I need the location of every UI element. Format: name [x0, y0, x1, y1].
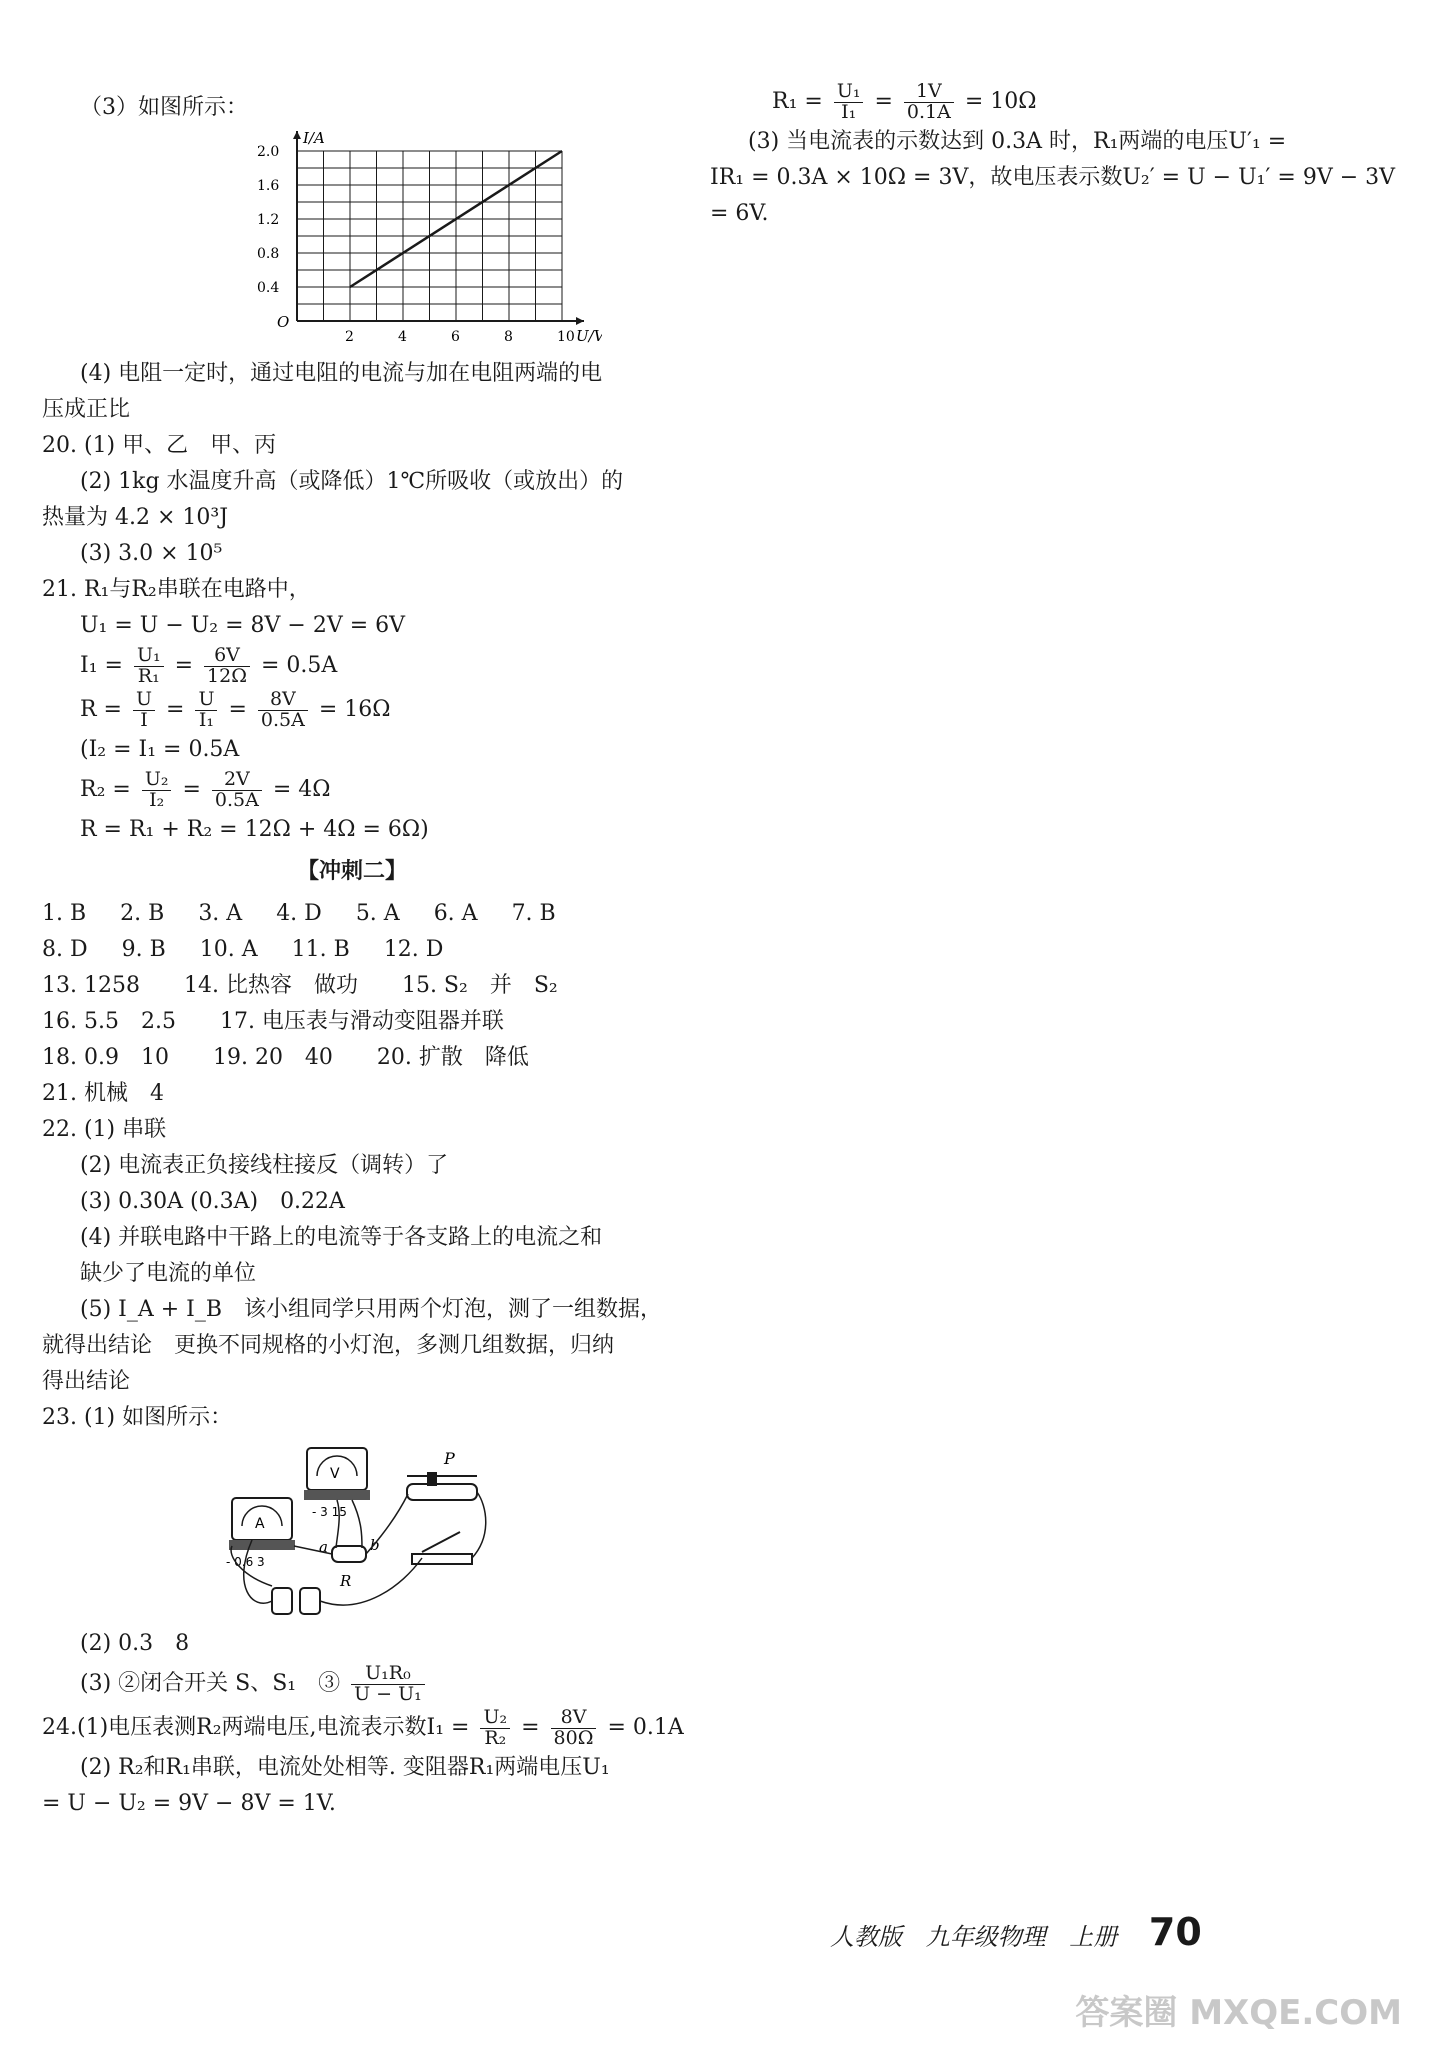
x-axis-label: U/V — [576, 327, 602, 345]
rheostat-body — [407, 1484, 477, 1500]
numerator: 2V — [212, 770, 262, 791]
x-tick-label: 10 — [557, 329, 575, 345]
q20-1: 20. (1) 甲、乙 甲、丙 — [42, 433, 277, 458]
y-axis-arrow — [293, 131, 301, 139]
denominator: I₁ — [841, 100, 857, 123]
denominator: 0.1A — [906, 100, 951, 123]
resistor-body — [332, 1546, 366, 1562]
node-label-a: a — [319, 1538, 328, 1556]
eq-right: = 4Ω — [272, 777, 331, 802]
q21-i2: (I₂ = I₁ = 0.5A — [80, 737, 240, 762]
denominator: 80Ω — [553, 1726, 594, 1749]
denominator: 0.5A — [214, 788, 259, 811]
voltmeter-base — [304, 1490, 370, 1500]
eq-left: R = — [80, 697, 122, 722]
x-tick-label: 8 — [504, 329, 513, 345]
y-tick-label: 2.0 — [257, 144, 280, 160]
numerator: U — [195, 690, 217, 711]
q19-4-line2: 压成正比 — [42, 397, 131, 422]
x-tick-label: 2 — [345, 329, 354, 345]
fraction — [142, 767, 172, 811]
footer-edition: 人教版 — [830, 1923, 902, 1951]
y-tick-label: 1.2 — [257, 212, 280, 228]
fraction — [480, 1705, 510, 1749]
fill-13-15: 13. 1258 14. 比热容 做功 15. S₂ 并 S₂ — [42, 973, 558, 998]
mc-answer: 1. B — [42, 901, 87, 926]
x-tick-label: 4 — [398, 329, 407, 345]
q24-2-line1: (2) R₂和R₁串联，电流处处相等. 变阻器R₁两端电压U₁ — [80, 1755, 610, 1780]
ammeter-terminals: - 0.6 3 — [226, 1555, 265, 1569]
denominator: R₂ — [484, 1726, 507, 1749]
q20-3: (3) 3.0 × 10⁵ — [80, 541, 223, 566]
eq-left: R₂ = — [80, 777, 131, 802]
equals-sign: = — [166, 697, 185, 722]
q3-line1: (3) 当电流表的示数达到 0.3A 时，R₁两端的电压U′₁ = — [748, 129, 1287, 154]
mc-answer: 4. D — [276, 901, 322, 926]
rheostat-slider — [427, 1472, 437, 1486]
x-axis-arrow — [576, 317, 584, 325]
q21-r-equation — [42, 688, 662, 732]
fraction — [834, 79, 864, 123]
footer-grade: 九年级物理 — [925, 1923, 1046, 1951]
q20-2-line2: 热量为 4.2 × 10³J — [42, 505, 229, 530]
circuit-diagram — [212, 1436, 532, 1626]
numerator: U₁ — [134, 646, 164, 667]
q19-3-label: （3）如图所示： — [80, 95, 248, 120]
x-tick-label: 6 — [451, 329, 460, 345]
numerator: U₂ — [142, 770, 172, 791]
fill-18-20: 18. 0.9 10 19. 20 40 20. 扩散 降低 — [42, 1045, 529, 1070]
q24-1 — [42, 1705, 684, 1750]
mc-answer: 12. D — [383, 937, 444, 962]
q19-4-line1: (4) 电阻一定时，通过电阻的电流与加在电阻两端的电 — [80, 361, 603, 386]
q23-1: 23. (1) 如图所示： — [42, 1405, 233, 1430]
r1-equation — [710, 80, 1350, 124]
q22-5-line2: 就得出结论 更换不同规格的小灯泡，多测几组数据，归纳 — [42, 1333, 615, 1358]
fill-21: 21. 机械 4 — [42, 1081, 164, 1106]
fraction — [258, 687, 308, 731]
ammeter-letter: A — [255, 1516, 265, 1532]
fraction — [904, 79, 954, 123]
eq-left: R₁ = — [772, 89, 823, 114]
section-title: 【冲刺二】 — [296, 859, 407, 884]
chart-svg — [242, 126, 602, 356]
fraction — [133, 687, 155, 731]
q3-line2: IR₁ = 0.3A × 10Ω = 3V，故电压表示数U₂′ = U − U₁′ = 9V − 3V — [710, 165, 1396, 190]
q22-4-line2: 缺少了电流的单位 — [80, 1261, 257, 1286]
mc-answers-row2 — [42, 932, 662, 968]
numerator: U₁ — [834, 82, 864, 103]
numerator: 1V — [904, 82, 954, 103]
mc-answer: 10. A — [199, 937, 258, 962]
mc-answers-row1 — [42, 896, 662, 932]
denominator: 12Ω — [207, 664, 247, 687]
fraction — [204, 643, 250, 687]
q22-4-line1: (4) 并联电路中干路上的电流等于各支路上的电流之和 — [80, 1225, 603, 1250]
q23-3-text: (3) ②闭合开关 S、S₁ ③ — [80, 1671, 341, 1696]
numerator: 8V — [258, 690, 308, 711]
fraction — [551, 1705, 597, 1749]
switch-lever — [422, 1532, 460, 1552]
denominator: I₂ — [149, 788, 165, 811]
ammeter-base — [229, 1540, 295, 1550]
mc-answer: 6. A — [433, 901, 478, 926]
numerator: U₁R₀ — [351, 1664, 425, 1685]
origin-label: O — [277, 313, 290, 331]
denominator: 0.5A — [260, 708, 305, 731]
fraction — [195, 687, 217, 731]
equals-sign: = — [521, 1715, 540, 1740]
voltmeter-terminals: - 3 15 — [312, 1505, 347, 1519]
y-tick-label: 0.8 — [257, 246, 280, 262]
q21-i1-equation — [42, 644, 662, 688]
q21-u1: U₁ = U − U₂ = 8V − 2V = 6V — [80, 613, 406, 638]
q24-1-text: 24.(1)电压表测R₂两端电压,电流表示数I₁ = — [42, 1715, 470, 1740]
eq-right: = 16Ω — [318, 697, 391, 722]
eq-right: = 0.1A — [607, 1715, 684, 1740]
page-footer — [830, 1910, 1218, 1954]
mc-answer: 9. B — [121, 937, 166, 962]
voltmeter-letter: V — [330, 1466, 340, 1482]
q23-3 — [42, 1662, 662, 1706]
y-tick-label: 1.6 — [257, 178, 280, 194]
mc-answer: 3. A — [198, 901, 243, 926]
q21-rsum: R = R₁ + R₂ = 12Ω + 4Ω = 6Ω) — [80, 817, 429, 842]
equals-sign: = — [182, 777, 201, 802]
q24-2-line2: = U − U₂ = 9V − 8V = 1V. — [42, 1791, 336, 1816]
battery-2 — [300, 1588, 320, 1614]
mc-answer: 8. D — [42, 937, 88, 962]
battery-1 — [272, 1588, 292, 1614]
q20-2-line1: (2) 1kg 水温度升高（或降低）1℃所吸收（或放出）的 — [80, 469, 624, 494]
q21-r2-equation — [42, 768, 662, 812]
denominator: R₁ — [137, 664, 160, 687]
eq-right: = 10Ω — [964, 89, 1037, 114]
node-label-b: b — [370, 1536, 380, 1554]
fraction — [134, 643, 164, 687]
mc-answer: 7. B — [511, 901, 556, 926]
current-voltage-chart — [242, 126, 602, 356]
left-column — [42, 90, 684, 1822]
equals-sign: = — [874, 89, 893, 114]
denominator: I — [140, 708, 148, 731]
q21-head: 21. R₁与R₂串联在电路中， — [42, 577, 311, 602]
denominator: U − U₁ — [354, 1682, 422, 1705]
fraction — [212, 767, 262, 811]
numerator: U₂ — [480, 1708, 510, 1729]
fill-16-17: 16. 5.5 2.5 17. 电压表与滑动变阻器并联 — [42, 1009, 504, 1034]
mc-answer: 11. B — [291, 937, 350, 962]
footer-volume: 上册 — [1069, 1923, 1118, 1951]
watermark-logo: 答案圈 MXQE.COM — [1075, 1993, 1402, 2033]
q22-5-line3: 得出结论 — [42, 1369, 131, 1394]
q22-3: (3) 0.30A (0.3A) 0.22A — [80, 1189, 345, 1214]
mc-answer: 5. A — [355, 901, 400, 926]
y-axis-label: I/A — [303, 129, 325, 147]
circuit-svg — [212, 1436, 532, 1626]
denominator: I₁ — [198, 708, 215, 731]
eq-left: I₁ = — [80, 653, 123, 678]
page-number: 70 — [1148, 1910, 1202, 1954]
q22-1: 22. (1) 串联 — [42, 1117, 167, 1142]
mc-answer: 2. B — [120, 901, 165, 926]
numerator: U — [133, 690, 155, 711]
q22-5-line1: (5) I_A + I_B 该小组同学只用两个灯泡，测了一组数据， — [80, 1297, 663, 1322]
fraction — [351, 1661, 425, 1705]
slider-label-p: P — [444, 1449, 455, 1468]
q3-line3: = 6V. — [710, 201, 769, 226]
right-column — [710, 79, 1396, 232]
equals-sign: = — [174, 653, 194, 678]
eq-right: = 0.5A — [260, 653, 338, 678]
numerator: 6V — [204, 646, 250, 667]
numerator: 8V — [551, 1708, 597, 1729]
equals-sign: = — [228, 697, 247, 722]
y-tick-label: 0.4 — [257, 280, 280, 296]
resistor-label-r: R — [340, 1572, 352, 1590]
q22-2: (2) 电流表正负接线柱接反（调转）了 — [80, 1153, 449, 1178]
q23-2: (2) 0.3 8 — [80, 1631, 190, 1656]
